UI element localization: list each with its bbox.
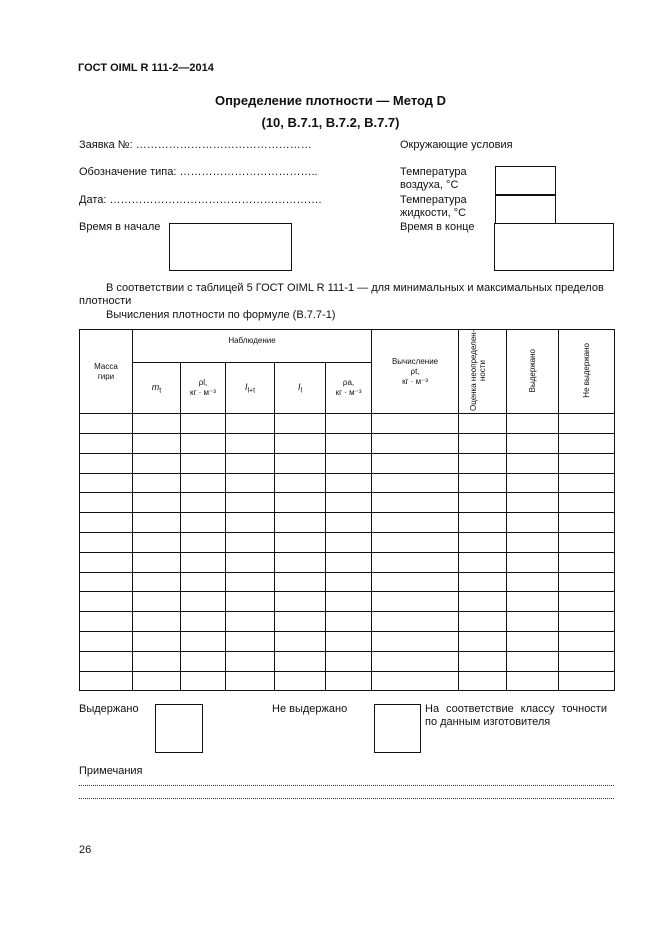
- table-cell[interactable]: [80, 434, 133, 454]
- table-cell[interactable]: [372, 513, 459, 533]
- remarks-line-2[interactable]: [79, 798, 614, 799]
- table-cell[interactable]: [133, 513, 181, 533]
- table-cell[interactable]: [372, 414, 459, 434]
- table-cell[interactable]: [80, 651, 133, 671]
- table-cell[interactable]: [181, 513, 226, 533]
- table-cell[interactable]: [275, 592, 326, 612]
- table-row: [80, 532, 615, 552]
- table-cell[interactable]: [372, 434, 459, 454]
- table-body: [80, 414, 615, 691]
- table-cell[interactable]: [326, 414, 372, 434]
- liquid-temp-label: Температура жидкости, °С: [400, 194, 467, 219]
- table-cell[interactable]: [459, 532, 507, 552]
- table-cell[interactable]: [507, 671, 559, 691]
- table-cell[interactable]: [372, 453, 459, 473]
- table-cell[interactable]: [181, 572, 226, 592]
- remarks-label: Примечания: [79, 765, 143, 777]
- table-cell[interactable]: [459, 671, 507, 691]
- table-cell[interactable]: [326, 631, 372, 651]
- table-cell[interactable]: [181, 612, 226, 632]
- table-cell[interactable]: [275, 473, 326, 493]
- table-cell[interactable]: [372, 651, 459, 671]
- table-cell[interactable]: [507, 453, 559, 473]
- table-cell[interactable]: [326, 493, 372, 513]
- table-cell[interactable]: [507, 473, 559, 493]
- table-row: [80, 671, 615, 691]
- table-cell[interactable]: [181, 473, 226, 493]
- table-cell[interactable]: [275, 631, 326, 651]
- table-cell[interactable]: [507, 532, 559, 552]
- table-cell[interactable]: [507, 552, 559, 572]
- table-cell[interactable]: [226, 414, 275, 434]
- table-cell[interactable]: [80, 552, 133, 572]
- table-cell[interactable]: [326, 671, 372, 691]
- air-temp-box: [495, 166, 556, 196]
- table-cell[interactable]: [459, 651, 507, 671]
- table-cell[interactable]: [507, 493, 559, 513]
- table-cell[interactable]: [226, 631, 275, 651]
- table-cell[interactable]: [372, 552, 459, 572]
- table-cell[interactable]: [80, 612, 133, 632]
- calculation-header: Вычисление ρt, кг · м⁻³: [372, 330, 459, 414]
- table-cell[interactable]: [226, 572, 275, 592]
- table-cell[interactable]: [80, 473, 133, 493]
- table-cell[interactable]: [326, 592, 372, 612]
- table-cell[interactable]: [226, 612, 275, 632]
- table-cell[interactable]: [275, 532, 326, 552]
- table-cell[interactable]: [226, 493, 275, 513]
- table-cell[interactable]: [459, 453, 507, 473]
- table-cell[interactable]: [507, 651, 559, 671]
- table-cell[interactable]: [559, 612, 615, 632]
- table-cell[interactable]: [372, 592, 459, 612]
- table-cell[interactable]: [507, 414, 559, 434]
- start-time-box: [169, 223, 292, 271]
- table-row: [80, 493, 615, 513]
- table-cell[interactable]: [459, 513, 507, 533]
- table-cell[interactable]: [559, 592, 615, 612]
- table-cell[interactable]: [326, 651, 372, 671]
- formula-text: Вычисления плотности по формуле (В.7.7-1): [106, 309, 336, 321]
- rho-a-header: ρa, кг · м⁻³: [326, 363, 372, 414]
- table-cell[interactable]: [80, 572, 133, 592]
- document-header: ГОСТ OIML R 111-2—2014: [78, 62, 214, 74]
- table-cell[interactable]: [181, 631, 226, 651]
- table-cell[interactable]: [459, 493, 507, 513]
- requirements-text: В соответствии с таблицей 5 ГОСТ OIML R 111-1 — для минимальных и максимальных пределов: [106, 282, 604, 294]
- table-cell[interactable]: [326, 434, 372, 454]
- table-row: [80, 434, 615, 454]
- page-title: Определение плотности — Метод D: [214, 93, 447, 108]
- end-time-box: [494, 223, 614, 271]
- start-time-label: Время в начале: [79, 221, 161, 233]
- table-cell[interactable]: [459, 592, 507, 612]
- table-cell[interactable]: [559, 572, 615, 592]
- i-lt-header: $I_{l+t}$: [226, 363, 275, 414]
- table-cell[interactable]: [226, 552, 275, 572]
- mt-header: $m_t$: [133, 363, 181, 414]
- table-row: [80, 414, 615, 434]
- table-cell[interactable]: [226, 513, 275, 533]
- table-cell[interactable]: [181, 453, 226, 473]
- failed-label: Не выдержано: [272, 703, 348, 715]
- table-row: [80, 651, 615, 671]
- table-cell[interactable]: [181, 671, 226, 691]
- table-cell[interactable]: [372, 473, 459, 493]
- table-cell[interactable]: [559, 532, 615, 552]
- table-cell[interactable]: [133, 572, 181, 592]
- table-cell[interactable]: [275, 612, 326, 632]
- remarks-line-1[interactable]: [79, 785, 614, 786]
- mass-header: Масса гири: [80, 330, 133, 414]
- table-cell[interactable]: [372, 572, 459, 592]
- i-l-header: $I_l$: [275, 363, 326, 414]
- table-cell[interactable]: [372, 493, 459, 513]
- rho-l-header: ρl, кг · м⁻³: [181, 363, 226, 414]
- end-time-label: Время в конце: [400, 221, 475, 233]
- table-cell[interactable]: [80, 592, 133, 612]
- table-cell[interactable]: [80, 532, 133, 552]
- table-cell[interactable]: [326, 453, 372, 473]
- table-cell[interactable]: [459, 631, 507, 651]
- table-cell[interactable]: [226, 434, 275, 454]
- table-cell[interactable]: [372, 631, 459, 651]
- table-cell[interactable]: [226, 671, 275, 691]
- liquid-temp-box: [495, 194, 556, 224]
- passed-label: Выдержано: [79, 703, 139, 715]
- table-row: [80, 612, 615, 632]
- table-cell[interactable]: [275, 434, 326, 454]
- passed-header: Выдержано: [507, 330, 559, 414]
- table-cell[interactable]: [559, 671, 615, 691]
- table-cell[interactable]: [372, 532, 459, 552]
- table-row: [80, 592, 615, 612]
- table-cell[interactable]: [226, 453, 275, 473]
- table-cell[interactable]: [326, 612, 372, 632]
- table-cell[interactable]: [181, 414, 226, 434]
- table-cell[interactable]: [326, 473, 372, 493]
- table-cell[interactable]: [80, 453, 133, 473]
- page-subtitle: (10, В.7.1, В.7.2, В.7.7): [261, 115, 400, 130]
- table-cell[interactable]: [181, 552, 226, 572]
- table-cell[interactable]: [133, 434, 181, 454]
- failed-checkbox[interactable]: [374, 704, 421, 753]
- table-cell[interactable]: [181, 532, 226, 552]
- table-cell[interactable]: [507, 592, 559, 612]
- table-cell[interactable]: [275, 453, 326, 473]
- uncertainty-header: Оценка неопределен- ности: [459, 330, 507, 414]
- failed-header: Не выдержано: [559, 330, 615, 414]
- table-cell[interactable]: [80, 513, 133, 533]
- air-temp-label: Температура воздуха, °С: [400, 166, 467, 191]
- table-cell[interactable]: [559, 473, 615, 493]
- table-cell[interactable]: [326, 552, 372, 572]
- table-cell[interactable]: [326, 572, 372, 592]
- table-cell[interactable]: [275, 671, 326, 691]
- table-cell[interactable]: [559, 513, 615, 533]
- table-row: [80, 513, 615, 533]
- table-cell[interactable]: [133, 651, 181, 671]
- page-number: 26: [79, 844, 92, 856]
- table-cell[interactable]: [133, 612, 181, 632]
- accuracy-class-label-cont: по данным изготовителя: [425, 716, 551, 728]
- table-cell[interactable]: [459, 473, 507, 493]
- table-cell[interactable]: [559, 651, 615, 671]
- table-cell[interactable]: [559, 434, 615, 454]
- table-cell[interactable]: [459, 572, 507, 592]
- table-cell[interactable]: [181, 651, 226, 671]
- table-cell[interactable]: [133, 473, 181, 493]
- table-cell[interactable]: [226, 592, 275, 612]
- table-cell[interactable]: [559, 453, 615, 473]
- table-row: [80, 631, 615, 651]
- density-table: [79, 329, 615, 691]
- date-field: Дата: ………………………………………………….: [79, 194, 322, 206]
- table-cell[interactable]: [507, 434, 559, 454]
- table-cell[interactable]: [80, 631, 133, 651]
- table-cell[interactable]: [275, 414, 326, 434]
- table-cell[interactable]: [181, 493, 226, 513]
- table-cell[interactable]: [459, 434, 507, 454]
- table-cell[interactable]: [275, 513, 326, 533]
- table-cell[interactable]: [181, 434, 226, 454]
- table-cell[interactable]: [133, 592, 181, 612]
- table-cell[interactable]: [133, 414, 181, 434]
- table-cell[interactable]: [507, 513, 559, 533]
- table-cell[interactable]: [80, 493, 133, 513]
- table-cell[interactable]: [133, 552, 181, 572]
- environment-label: Окружающие условия: [400, 139, 513, 151]
- requirements-text-cont: плотности: [79, 295, 132, 307]
- table-cell[interactable]: [372, 671, 459, 691]
- passed-checkbox[interactable]: [155, 704, 203, 753]
- table-cell[interactable]: [133, 532, 181, 552]
- table-cell[interactable]: [226, 651, 275, 671]
- table-cell[interactable]: [326, 532, 372, 552]
- observation-header: Наблюдение: [133, 330, 372, 363]
- table-cell[interactable]: [507, 631, 559, 651]
- table-cell[interactable]: [275, 493, 326, 513]
- table-cell[interactable]: [80, 414, 133, 434]
- table-cell[interactable]: [133, 631, 181, 651]
- table-cell[interactable]: [133, 493, 181, 513]
- table-cell[interactable]: [326, 513, 372, 533]
- table-cell[interactable]: [507, 612, 559, 632]
- table-row: [80, 473, 615, 493]
- table-cell[interactable]: [372, 612, 459, 632]
- table-row: [80, 552, 615, 572]
- table-row: [80, 453, 615, 473]
- table-cell[interactable]: [559, 493, 615, 513]
- table-cell[interactable]: [507, 572, 559, 592]
- table-cell[interactable]: [559, 631, 615, 651]
- table-cell[interactable]: [226, 473, 275, 493]
- type-designation-field: Обозначение типа: ………………………………..: [79, 166, 318, 178]
- table-cell[interactable]: [133, 453, 181, 473]
- accuracy-class-label: На соответствие классу точности: [425, 703, 607, 715]
- table-cell[interactable]: [133, 671, 181, 691]
- table-cell[interactable]: [275, 572, 326, 592]
- table-cell[interactable]: [559, 552, 615, 572]
- table-cell[interactable]: [275, 651, 326, 671]
- table-cell[interactable]: [80, 671, 133, 691]
- table-cell[interactable]: [459, 612, 507, 632]
- table-cell[interactable]: [181, 592, 226, 612]
- table-cell[interactable]: [459, 552, 507, 572]
- table-cell[interactable]: [275, 552, 326, 572]
- table-row: [80, 572, 615, 592]
- table-cell[interactable]: [459, 414, 507, 434]
- table-cell[interactable]: [226, 532, 275, 552]
- table-cell[interactable]: [559, 414, 615, 434]
- application-field: Заявка №: …………………………………………: [79, 139, 312, 151]
